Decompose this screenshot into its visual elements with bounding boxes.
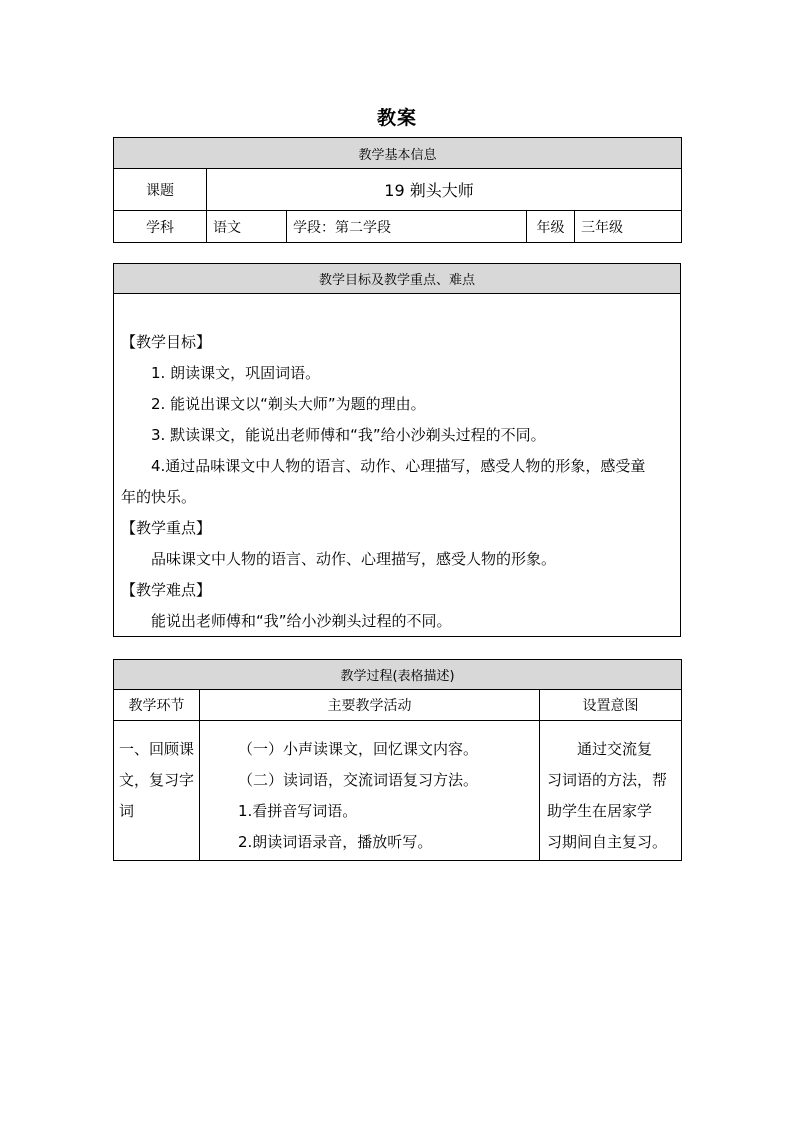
objectives-body	[114, 294, 680, 636]
col-stage-header: 教学环节	[114, 690, 200, 721]
stage-cell	[114, 721, 199, 860]
stage-value: 学段：第二学段	[287, 211, 527, 243]
topic-label: 课题	[114, 169, 207, 211]
activity-4: 2.朗读词语录音，播放听写。	[238, 833, 433, 851]
activity-cell	[200, 721, 539, 860]
key-text: 品味课文中人物的语言、动作、心理描写，感受人物的形象。	[151, 550, 557, 568]
difficult-text: 能说出老师傅和“我”给小沙剃头过程的不同。	[151, 612, 452, 630]
difficult-heading: 【教学难点】	[121, 581, 212, 599]
stage-line-2: 文，复习字	[119, 771, 195, 789]
activity-2: （二）读词语，交流词语复习方法。	[238, 771, 479, 789]
stage-line-3: 词	[119, 802, 135, 820]
subject-label: 学科	[114, 211, 207, 243]
goal-4-line-1: 4.通过品味课文中人物的语言、动作、心理描写，感受人物的形象，感受童	[151, 457, 646, 475]
goal-1: 1. 朗读课文，巩固词语。	[151, 364, 321, 382]
key-heading: 【教学重点】	[121, 519, 212, 537]
stage-line-1: 一、回顾课	[119, 740, 195, 758]
activity-1: （一）小声读课文，回忆课文内容。	[238, 740, 479, 758]
objectives-header: 教学目标及教学重点、难点	[114, 264, 681, 294]
col-intent-header: 设置意图	[540, 690, 682, 721]
intent-line-3: 助学生在居家学	[547, 802, 653, 820]
subject-value: 语文	[207, 211, 287, 243]
process-header: 教学过程(表格描述)	[114, 660, 682, 690]
goals-heading: 【教学目标】	[121, 333, 212, 351]
activity-3: 1.看拼音写词语。	[238, 802, 358, 820]
intent-line-2: 习词语的方法，帮	[547, 771, 668, 789]
objectives-table	[113, 263, 681, 637]
basic-info-table	[113, 137, 682, 243]
intent-cell	[540, 721, 681, 860]
document-title: 教案	[376, 107, 417, 129]
grade-label: 年级	[527, 211, 575, 243]
topic-value: 19 剃头大师	[207, 169, 682, 211]
basic-info-header: 教学基本信息	[114, 138, 682, 169]
col-activity-header: 主要教学活动	[200, 690, 540, 721]
intent-line-4: 习期间自主复习。	[547, 833, 668, 851]
intent-line-1: 通过交流复	[577, 740, 653, 758]
goal-4-line-2: 年的快乐。	[121, 488, 197, 506]
grade-value: 三年级	[575, 211, 682, 243]
goal-2: 2. 能说出课文以“剃头大师”为题的理由。	[151, 395, 426, 413]
goal-3: 3. 默读课文，能说出老师傅和“我”给小沙剃头过程的不同。	[151, 426, 546, 444]
process-table	[113, 659, 682, 861]
